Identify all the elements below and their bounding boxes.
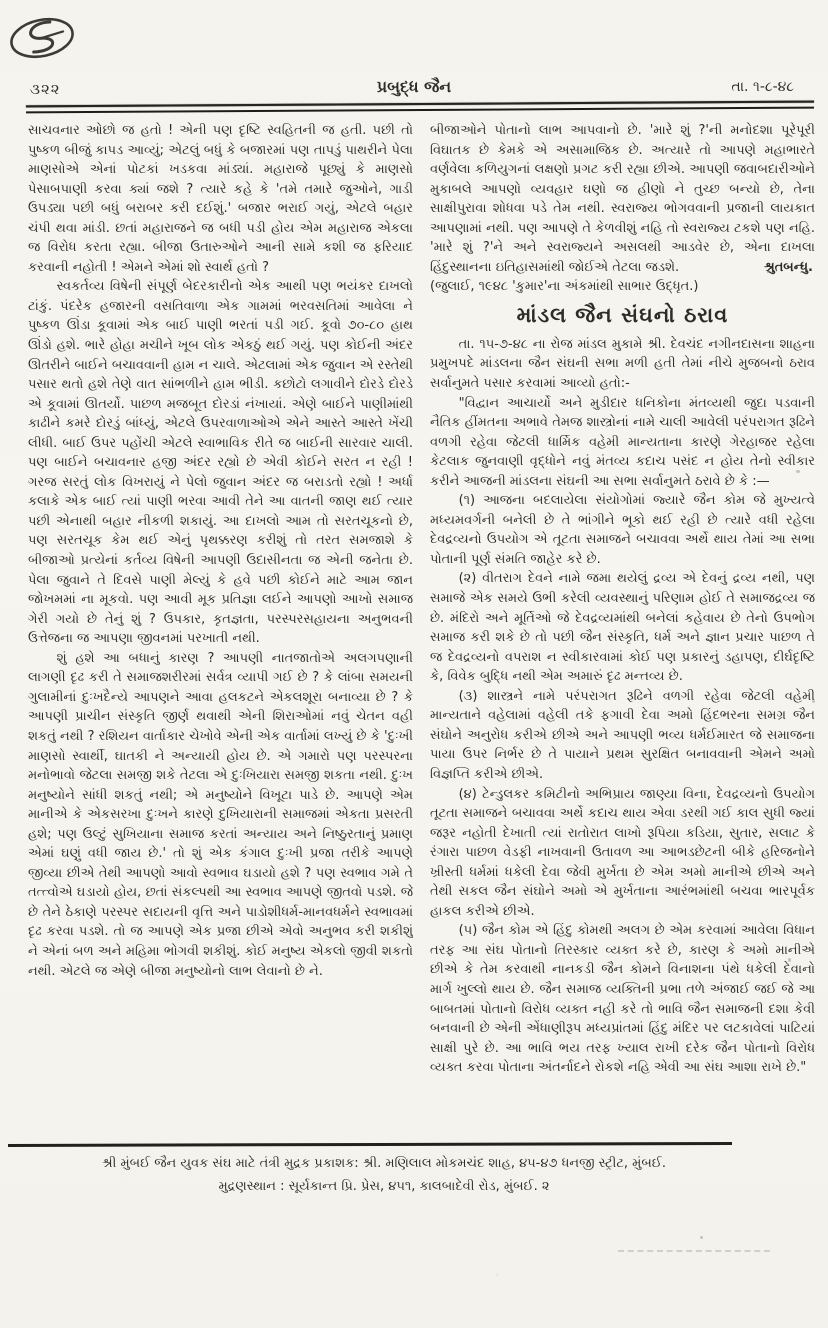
rule-bottom	[26, 106, 814, 113]
section-heading: માંડલ જૈન સંઘનો ઠરાવ	[516, 302, 729, 327]
scan-speck	[700, 1236, 703, 1239]
paragraph: સ્વકર્તવ્ય વિષેની સંપૂર્ણ બેદરકારીનો એક આથી પણ ભયંકર દાખલો ટાંકું. પંદરેક હજારની વસતિવાળા એક ગામમાં ભરવસતિમાં આવેલા ને પુષ્કળ ઊંડા કૂવામાં એક બાઈ પાણી ભરતાં પડી ગઈ. કૂવો ૭૦-૮૦ હાથ ઊંડો હશે. ભારે હોહા મચીને ખૂબ લોક એકઠું થઈ ગયું. પણ કોઈની અંદર ઊતરીને બાઈને બચાવવાની હામ ન ચાલે. એટલામાં એક જુવાન એ રસ્તેથી પસાર થતો હશે તેણે વાત સાંભળીને હામ ભીડી. કછોટો લગાવીને દોરડે દોરડે એ કૂવામાં ઊતર્યો. પાછળ મજબૂત દોરડાં નંખાયાં. એણે બાઈને પાણીમાંથી કાઢીને કમરે દોરડું બાંધ્યું, એટલે ઉપરવાળાઓએ એને આસ્તે આસ્તે ખેંચી લીધી. બાઈ ઉપર પહોંચી એટલે સ્વાભાવિક રીતે જ બાઈની સારવાર ચાલી. પણ બાઈને બચાવનાર હજી અંદર રહ્યો છે એવી કોઈને સરત ન રહી ! ગરજ સરતું લોક વિખરાયું ને પેલો જુવાન અંદર જ બરાડતો રહ્યો ! અર્ધા કલાકે એક બાઈ ત્યાં પાણી ભરવા આવી તેને આ વાતની જાણ થઈ ત્યાર પછી એનાથી બહાર નીકળી શકાયું. આ દાખલો આમ તો સરતચૂકનો છે, પણ સરતચૂક કેમ થઈ એનું પૃથક્કરણ કરીશું તો તરત સમજાશે કે બીજાઓ પ્રત્યેનાં કર્તવ્ય વિષેની આપણી ઉદાસીનતા જ એની જનેતા છે. પેલા જુવાને તે દિવસે પાણી મેલ્યું કે હવે પછી કોઈને માટે આમ જાન જોખમમાં ના મૂકવો. પણ આવી મૂક પ્રતિજ્ઞા લઈને આપણો આખો સમાજ ગેરી ગયો છે તેનું શું ? ઉપકાર, કૃતજ્ઞતા, પરસ્પરસહાયના અનુભવની ઉત્તેજના જ આપણા જીવનમાં પરખાતી નથી.	[28, 279, 413, 647]
paragraph: સાચવનાર ઓછો જ હતો ! એની પણ દૃષ્ટિ સ્વહિતની જ હતી. પછી તો પુષ્કળ બીજું કાપડ આવ્યું; એટલું બધું કે બજારમાં પણ તાપડું પાથરીને પેલા માણસોએ એનાં પોટકાં ખડકવા માંડ્યાં. મહારાજે પૂછ્યું કે માણસો પેસાબપાણી કરવા ક્યાં જશે ? ત્યારે કહે કે 'તમે તમારે જુઓને, ગાડી ઉપડ્યા પછી બધું બરાબર કરી દઈશું.' બજાર ભરાઈ ગયું, એટલે બહાર ચંપી થવા માંડી. છતાં મહારાજને જ બધી પડી હોય એમ મહારાજ એકલા જ વિરોધ કરતા રહ્યા. બીજા ઉતારુઓને આની સામે કશી જ ફરિયાદ કરવાની નહોતી ! એમને એમાં શો સ્વાર્થ હતો ?	[28, 123, 413, 275]
left-column	[28, 121, 413, 1141]
printer-imprint	[0, 1152, 768, 1198]
resolution-item: (૫) જૈન કોમ એ હિંદુ કોમથી અલગ છે એમ કરવામાં આવેલા વિધાન તરફ આ સંઘ પોતાનો તિરસ્કાર વ્યક્ત કરે છે, કારણ કે અમો માનીએ છીએ કે તેમ કરવાથી નાનકડી જૈન કોમને વિનાશના પંથે ધકેલી દેવાનો માર્ગ ખુલ્લો થાય છે. જૈન સમાજ વ્યક્તિની પ્રભા તળે અંજાઈ જઈ જે આ બાબતમાં પોતાનો વિરોધ વ્યક્ત નહી કરે તો ભાવિ જૈન સમાજની દશા કેવી બનવાની છે એની એંધાણીરૂપ મધ્યપ્રાંતમાં હિંદુ મંદિર પર લટકાવેલાં પાટિયાં સાક્ષી પુરે છે. આ ભાવિ ભય તરફ ખ્યાલ રાખી દરેક જૈન પોતાનો વિરોધ વ્યક્ત કરવા પોતાના અંતર્નાદને રોકશે નહિ એવી આ સંઘ આશા રાખે છે."	[430, 923, 815, 1076]
resolution-item: (૩) શાસ્ત્રને નામે પરંપરાગત રૂઢિને વળગી રહેવા જેટલી વહેમી માન્યતાને વહેલામાં વહેલી તકે ફગાવી દેવા અમો હિંદભરના સમગ્ર જૈન સંઘોને અનુરોધ કરીએ છીએ અને આપણી ભવ્ય ધર્મઈમારત જે સમાજના પાયા ઉપર નિર્ભર છે તે પાયાને પ્રથમ સુરક્ષિત બનાવવાની એમને અમો વિજ્ઞપ્તિ કરીએ છીએ.	[430, 688, 815, 782]
masthead-title: પ્રબુદ્ધ જૈન	[376, 77, 452, 96]
handwritten-stamp-icon	[6, 12, 78, 64]
paragraph: બીજાઓને પોતાનો લાભ આપવાનો છે. 'મારે શું ?'ની મનોદશા પૂરેપૂરી વિઘાતક છે કેમકે એ અસામાજિક છે. અત્યારે તો આપણે મહાભારતે વર્ણવેલા કળિયુગનાં લક્ષણો પ્રગટ કરી રહ્યા છીએ. આપણી જવાબદારીઓને મુકાબલે આપણો વ્યવહાર ઘણો જ હીણો ને તુચ્છ બન્યો છે, તેના સાક્ષીપુરાવા શોધવા પડે તેમ નથી. સ્વરાજ્ય ભોગવવાની પ્રજાની લાયકાત આપણામાં નથી. પણ આપણે તે કેળવીશું નહિ તો સ્વરાજ્ય ટકશે પણ નહિ. 'મારે શું ?'ને અને સ્વરાજ્યને અસલથી આડવેર છે, એના દાખલા હિંદુસ્થાનના ઇતિહાસમાંથી જોઈએ તેટલા જડશે.	[430, 123, 815, 275]
right-column	[430, 121, 815, 1141]
imprint-line: શ્રી મુંબઈ જૈન યુવક સંઘ માટે તંત્રી મુદ્રક પ્રકાશક: શ્રી. મણિલાલ મોકમચંદ શાહ, ૪૫-૪૭ ધનજી સ્ટ્રીટ, મુંબઈ.	[102, 1156, 666, 1171]
paragraph: શું હશે આ બધાનું કારણ ? આપણી નાતજાતોએ અલગપણાની લાગણી દૃઢ કરી તે સમાજશરીરમાં સર્વત્ર વ્યાપી ગઈ છે ? કે લાંબા સમયની ગુલામીનાં દુઃખદૈન્યે આપણને આવા હલકટને એકલશૂરા બનાવ્યા છે ? કે આપણી પ્રાચીન સંસ્કૃતિ જીર્ણ થવાથી એની શિરાઓમાં નવું ચેતન વહી શકતું નથી ? રશિયન વાર્તાકાર ચેખોવે એની એક વાર્તામાં લખ્યું છે કે 'દુઃખી માણસો સ્વાર્થી, ઘાતકી ને અન્યાયી હોય છે. એ ગમારો પણ પરસ્પરના મનોભાવો જેટલા સમજી શકે તેટલા એ દુઃખિયારા સમજી શકતા નથી. દુઃખ મનુષ્યોને સાંધી શકતું નથી; એ મનુષ્યોને વિખૂટા પાડે છે. આપણે એમ માનીએ કે એકસરખા દુઃખને કારણે દુખિયારાની સમાજમાં એકતા પ્રસરતી હશે; પણ ઉલ્ટું સુખિયાના સમાજ કરતાં અન્યાય અને નિષ્ઠુરતાનું પ્રમાણ એમાં ઘણું વધી જાય છે.' તો શું એક કંગાલ દુઃખી પ્રજા તરીકે આપણે જીવ્યા છીએ તેથી આપણો આવો સ્વભાવ ઘડાયો હશે ? પણ સ્વભાવ ગમે તે તત્ત્વોએ ઘડાયો હોય, છતાં સંકલ્પથી આ સ્વભાવ આપણે જીતવો પડશે. જે છે તેને ઠેકાણે પરસ્પર સદાયની વૃત્તિ અને પાડોશીધર્મ-માનવધર્મને સ્વભાવમાં દૃઢ કરવા પડશે. તો જ આપણે એક પ્રજા છીએ એવો અનુભવ કરી શકીશું ને એનાં બળ અને મહિમા ભોગવી શકીશું. કોઈ મનુષ્ય એકલો જીવી શકતો નથી. એટલે જ એણે બીજા મનુષ્યોનો લાભ લેવાનો છે ને.	[28, 650, 413, 979]
resolution-item: (૧) આજના બદલાયેલા સંયોગોમાં જ્યારે જૈન કોમ જે મુખ્યત્વે મધ્યમવર્ગની બનેલી છે તે ભાંગીને ભૂકો થઈ રહી છે ત્યારે વધી રહેલા દેવદ્રવ્યનો ઉપયોગ એ તૂટતા સમાજને બચાવવા અર્થે થાય તેમાં આ સભા પોતાની પૂર્ણ સંમતિ જાહેર કરે છે.	[430, 493, 815, 567]
page-header	[30, 72, 798, 98]
page-number: ૩૨૨	[30, 80, 61, 98]
scan-speck	[806, 166, 809, 169]
paragraph: "વિદ્વાન આચાર્યો અને મુડીદાર ધનિકોના મંતવ્યથી જુદા પડવાની નૈતિક હીંમતના અભાવે તેમજ શાસ્ત્રોનાં નામે ચાલી આવેલી પરંપરાગત રૂઢિને વળગી રહેવા જેટલી ધાર્મિક વહેમી માન્યતાના કારણે ગેરહાજર રહેલા કેટલાક જુનવાણી વૃદ્ધોને નવું મંતવ્ય કદાચ પસંદ ન હોય તેનો સ્વીકાર કરીને આજની માંડલના સંઘની આ સભા સર્વાનુમતે ઠરાવે છે કે :—	[430, 395, 815, 489]
imprint-line: મુદ્રણસ્થાન : સૂર્યકાન્ત પ્રિ. પ્રેસ, ૪૫૧, કાલબાદેવી રોડ, મુંબઈ. ૨	[218, 1179, 550, 1194]
paragraph: તા. ૧૫-૭-૪૮ ના રોજ માંડલ મુકામે શ્રી. દેવચંદ નગીનદાસના શાહના પ્રમુખપદે માંડલના જૈન સંઘની સભા મળી હતી તેમાં નીચે મુજબનો ઠરાવ સર્વાનુમતે પસાર કરવામાં આવ્યો હતો:-	[430, 336, 815, 392]
body-columns	[28, 121, 815, 1141]
pencil-mark	[618, 1250, 770, 1252]
resolution-item: (૪) ટેન્ડુલકર કમિટીનો અભિપ્રાય જાણ્યા વિના, દેવદ્રવ્યનો ઉપયોગ તૂટતા સમાજને બચાવવા અર્થે કદાચ થાય એવા ડરથી ગઈ કાલ સુધી જ્યાં જરૂર નહોતી દેખાતી ત્યાં રાતોરાત લાખો રૂપિયા કડિયા, સુતાર, સલાટ કે રંગારા પાછળ વેડફી નાખવાની ઉતાવળ આ આભડછેટની બીકે હરિજનોને ખ્રીસ્તી ધર્મમાં ધકેલી દેવા જેવી મુર્ખતા છે એમ અમો માનીએ છીએ અને તેથી સકલ જૈન સંઘોને અમો એ મુર્ખતાના આરંભમાંથી બચવા ભારપૂર્વક હાકલ કરીએ છીએ.	[430, 786, 815, 919]
footer-rule	[8, 1142, 732, 1147]
scan-speck	[812, 700, 815, 703]
issue-date: તા. ૧-૮-૪૮	[731, 79, 794, 95]
scan-speck	[796, 470, 800, 473]
source-note: (જુલાઈ, ૧૯૪૮ 'કુમાર'ના અંકમાંથી સાભાર ઉદ્ધૃત.)	[430, 279, 699, 295]
author-signature: શ્રુતબન્ધુ.	[764, 259, 813, 275]
scan-speck	[788, 958, 791, 962]
resolution-item: (૨) વીતરાગ દેવને નામે જમા થયેલું દ્રવ્ય એ દેવનું દ્રવ્ય નથી, પણ સમાજે એક સમયે ઉભી કરેલી વ્યવસ્થાનું પરિણામ હોઈ તે સમાજદ્રવ્ય જ છે. મંદિરો અને મૂર્તિઓ જે દેવદ્રવ્યમાંથી બનેલાં કહેવાય છે તેનો ઉપભોગ સમાજ કરી શકે છે તો પછી જૈન સંસ્કૃતિ, ધર્મ અને જ્ઞાન પ્રચાર પાછળ તે જ દેવદ્રવ્યનો વપરાશ ન સ્વીકારવામાં કોઈ પણ પ્રકારનું ડહાપણ, દીર્ઘદૃષ્ટિ કે, વિવેક બુદ્ધિ નથી એમ અમારું દૃઢ મન્તવ્ય છે.	[430, 571, 815, 685]
header-double-rule	[26, 101, 814, 114]
